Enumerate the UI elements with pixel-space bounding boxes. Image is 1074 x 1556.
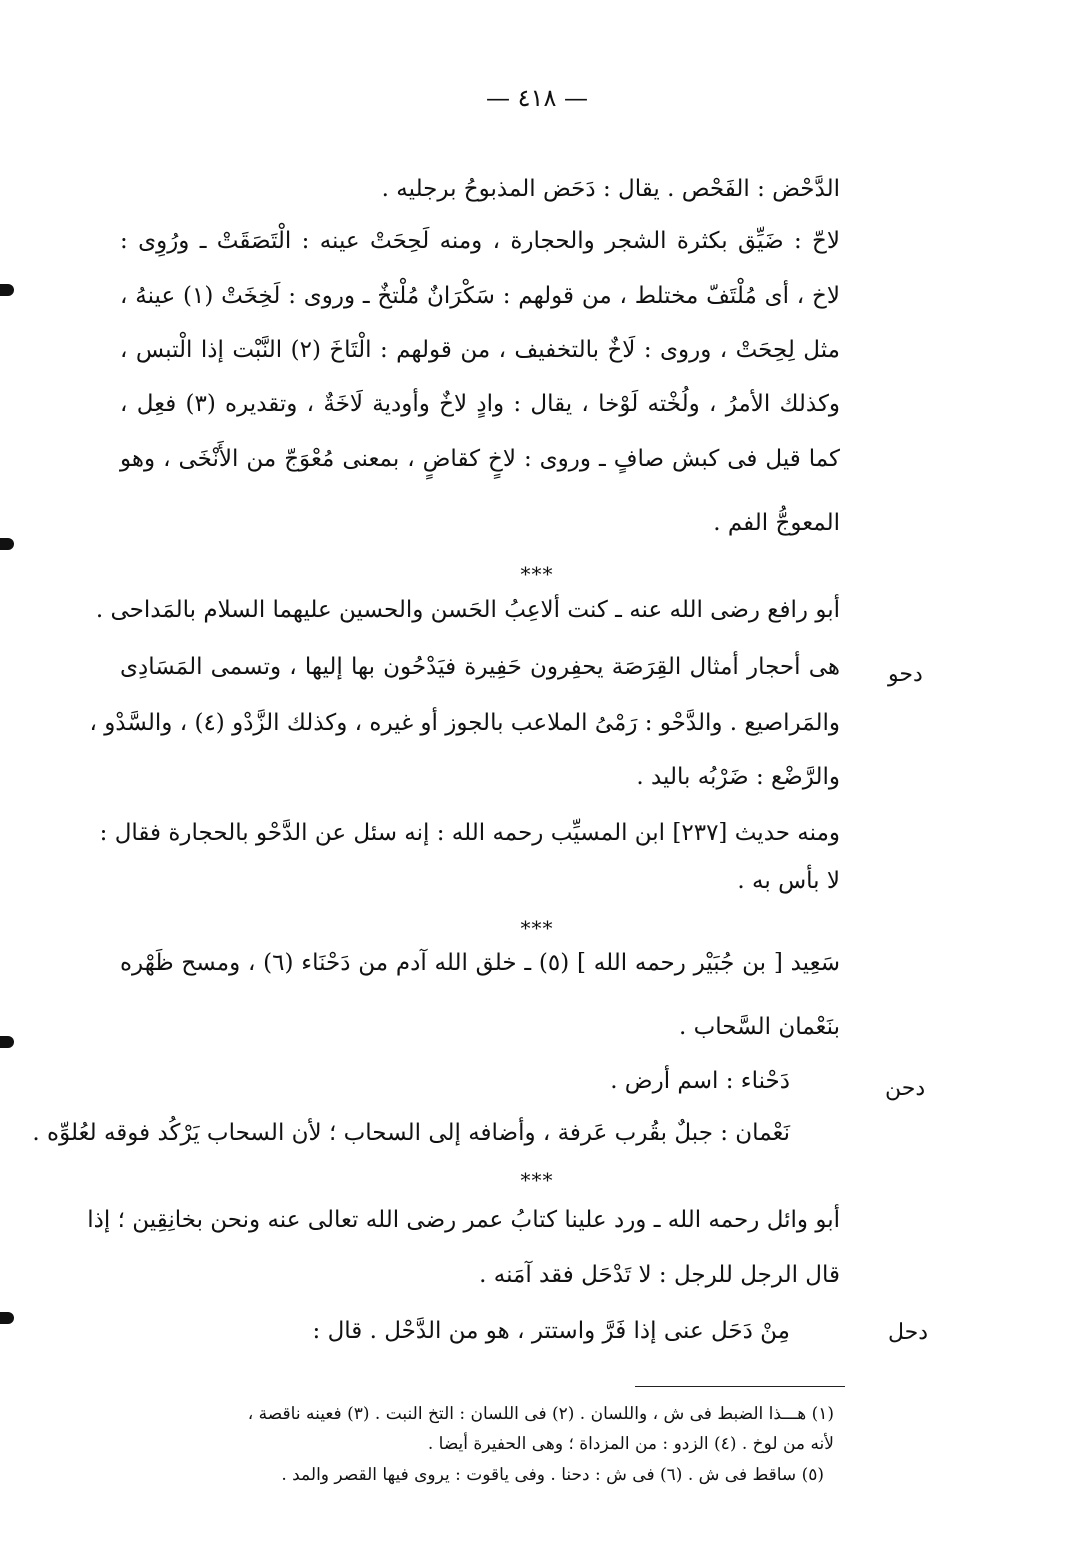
text-line: وكذلك الأمرُ ، ولُخْته لَوْخا ، يقال : وادٍ لاخٌ وأودية لَاخَةٌ ، وتقديره (٣) فعِل ، [120, 391, 841, 417]
text-line: والمَراصيع . والدَّحْو : رَمْىُ الملاعب بالجوز أو غيره ، وكذلك الزَّدْو (٤) ، والسَّدْو ، [89, 710, 840, 736]
text-line: لاحّ : ضَيِّق بكثرة الشجر والحجارة ، ومنه لَحِحَتْ عينه : الْتَصَقَتْ ـ ورُوِى : [120, 228, 840, 254]
page-number: — ٤١٨ — [486, 84, 588, 112]
text-line: دَحْناء : اسم أرض . [610, 1068, 790, 1094]
text-line: كما قيل فى كبش صافٍ ـ وروى : لاخٍ كقاضٍ ، بمعنى مُعْوَجّ من الأَنْخَى ، وهو [120, 446, 840, 472]
footnote-rule [635, 1386, 845, 1387]
text-line: بنَعْمان السَّحاب . [679, 1014, 840, 1040]
binding-tab [0, 538, 14, 550]
binding-tab [0, 1312, 14, 1324]
text-line: مِنْ دَحَل عنى إذا فَرَّ واستتر ، هو من الدَّحْل . قال : [312, 1318, 790, 1344]
section-separator: *** [520, 916, 554, 940]
footnote-line: لأنه من لوخ . (٤) الزدو : من المزداة ؛ وهى الحفيرة أيضا . [427, 1434, 834, 1454]
margin-headword: دحن [885, 1076, 926, 1101]
text-line: أبو رافع رضى الله عنه ـ كنت ألاعِبُ الحَسن والحسين عليهما السلام بالمَداحى . [95, 597, 840, 623]
section-separator: *** [520, 562, 554, 586]
footnote-line: (١) هـــذا الضبط فى ش ، واللسان . (٢) فى اللسان : التخ النبت . (٣) فعينه ناقصة ، [247, 1404, 834, 1424]
text-line: الدَّحْض : الفَحْص . يقال : دَحَض المذبوحُ برجليه . [381, 176, 840, 202]
section-separator: *** [520, 1168, 554, 1192]
footnote-line: (٥) ساقط فى ش . (٦) فى ش : دحنا . وفى ياقوت : يروى فيها القصر والمد . [281, 1465, 824, 1485]
text-line: هى أحجار أمثال القِرَصَة يحفِرون حَفِيرة فيَدْحُون بها إليها ، وتسمى المَسَادِى [120, 654, 840, 680]
text-line: مثل لِحِحَتْ ، وروى : لَاخٌ بالتخفيف ، من قولهم : الْتَاخَ (٢) النَّبْت إذا الْتبس ، [120, 337, 840, 363]
text-line: نَعْمان : جبلٌ بقُرب عَرفة ، وأضافه إلى السحاب ؛ لأن السحاب يَرْكُد فوقه لعُلوِّه . [32, 1120, 790, 1146]
text-line: والرَّضْع : ضَرْبُه باليد . [636, 764, 840, 790]
text-line: أبو وائل رحمه الله ـ ورد علينا كتابُ عمر رضى الله تعالى عنه ونحن بخانِقِين ؛ إذا [87, 1207, 840, 1233]
margin-headword: دحل [888, 1320, 929, 1345]
text-line: لاخ ، أى مُلْتَفّ مختلط ، من قولهم : سَكْرَانٌ مُلْتخٌ ـ وروى : لَخِخَتْ (١) عينهُ ، [120, 283, 840, 309]
text-line: لا بأس به . [737, 868, 840, 894]
text-line: ومنه حديث [٢٣٧] ابن المسيِّب رحمه الله : إنه سئل عن الدَّحْو بالحجارة فقال : [99, 820, 840, 846]
binding-tab [0, 284, 14, 296]
text-line: المعوجُّ الفم . [713, 510, 840, 536]
margin-headword: دحو [888, 662, 923, 687]
text-line: قال الرجل للرجل : لا تَدْحَل فقد آمَنه . [479, 1262, 840, 1288]
binding-tab [0, 1036, 14, 1048]
text-line: سَعِيد [ بن جُبَيْر رحمه الله ] (٥) ـ خلق الله آدم من دَحْنَاء (٦) ، ومسح ظَهْره [120, 950, 840, 976]
